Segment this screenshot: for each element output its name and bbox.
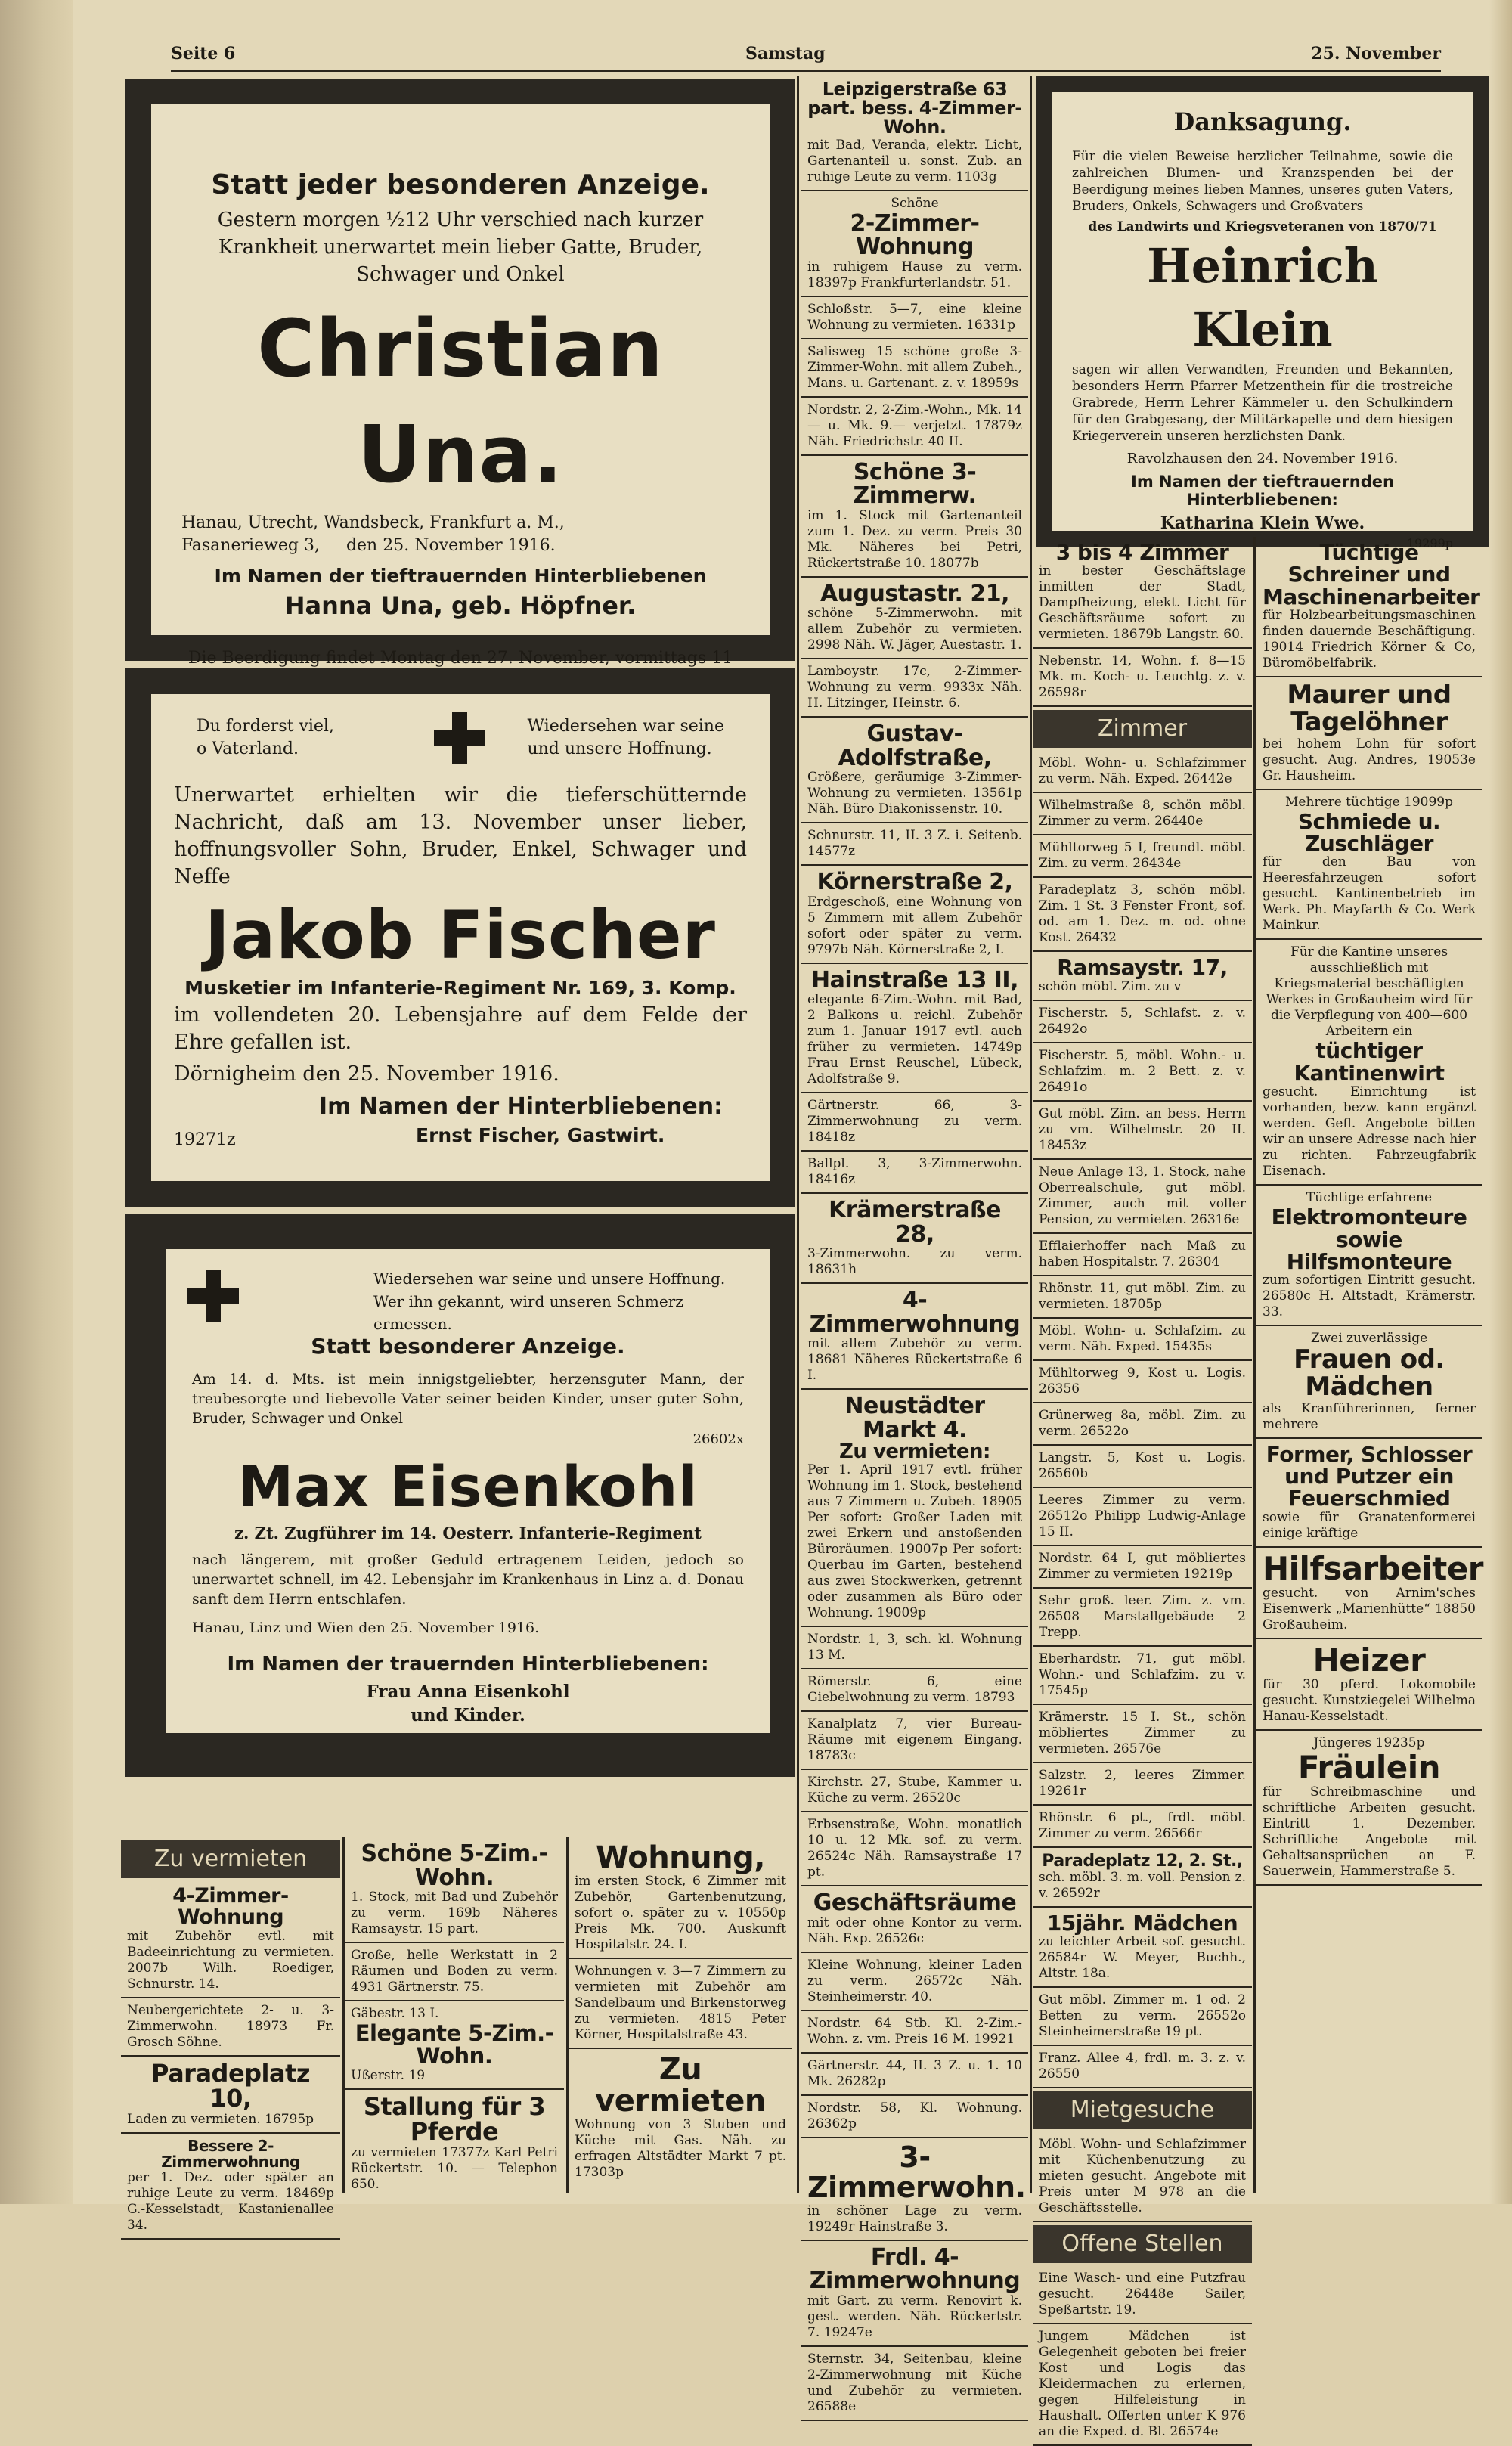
ad-text: Möbl. Wohn- u. Schlafzimmer zu verm. Näh. Exped. 26442e [1039, 755, 1246, 787]
ad-text: gesucht. Einrichtung ist vorhanden, bezw. kann ergänzt werden. Gefl. Angebote bitten wir an unsere Adresse nach hier zu richten. Fahrzeugfabrik Eisenach. [1263, 1084, 1476, 1180]
ad [1033, 1988, 1252, 2046]
section-header: Zimmer [1033, 710, 1252, 748]
ad-text: mit Bad, Veranda, elektr. Licht, Gartenanteil u. sonst. Zub. an ruhige Leute zu verm. 1103g [807, 137, 1022, 184]
ad-text: Wilhelmstraße 8, schön möbl. Zimmer zu verm. 26440e [1039, 798, 1246, 829]
ad [801, 1812, 1028, 1886]
ad-headline: Paradeplatz 10, [150, 2058, 311, 2113]
page-number: Seite 6 [171, 44, 236, 64]
ad [1033, 1276, 1252, 1319]
ad-text: Sternstr. 34, Seitenbau, kleine 2-Zimmerwohnung mit Küche und Zubehör zu vermieten. 26588e [807, 2351, 1022, 2414]
ad-headline: Frdl. 4-Zimmerwohnung [809, 2243, 1021, 2295]
ad-text: Kleine Wohnung, kleiner Laden zu verm. 26572c Näh. Steinheimerstr. 40. [807, 1957, 1022, 2004]
ad-headline: Elegante 5-Zim.-Wohn. [355, 2020, 554, 2069]
ad [801, 1390, 1028, 1627]
ad [801, 76, 1028, 191]
places: Hanau, Utrecht, Wandsbeck, Frankfurt a. M., [181, 513, 565, 532]
ad [1033, 1705, 1252, 1763]
ad [1033, 878, 1252, 952]
ad [801, 2138, 1028, 2241]
ad-text: in ruhigem Hause zu verm. 18397p Frankfurterlandstr. 51. [807, 259, 1022, 290]
ad [1256, 790, 1482, 941]
ad-headline: Elektromonteure sowie Hilfsmonteure [1271, 1204, 1467, 1274]
death-notice-una [125, 79, 795, 668]
ad [801, 866, 1028, 964]
ad-text: Fischerstr. 5, möbl. Wohn.- u. Schlafzim. m. 2 Bett. z. v. 26491o [1039, 1047, 1246, 1095]
ad [1033, 649, 1252, 707]
ad-headline: Schmiede u. Zuschläger [1297, 808, 1441, 856]
ad-headline: 4-Zimmer-Wohnung [172, 1884, 289, 1930]
ad [801, 456, 1028, 578]
ad-headline: Zu vermieten [595, 2052, 766, 2119]
ad [801, 398, 1028, 456]
ad-pretext: Schöne [891, 195, 939, 211]
ad-code: 19271z [174, 1130, 236, 1149]
ad [1256, 1439, 1482, 1548]
ad [1033, 1647, 1252, 1705]
ad-text: Größere, geräumige 3-Zimmer-Wohnung zu vermieten. 13561p Näh. Büro Diakonissenstr. 10. [807, 770, 1022, 817]
ad-text: sowie für Granatenformerei einige kräftige [1263, 1509, 1476, 1541]
ad [801, 578, 1028, 660]
deceased-name: Heinrich Klein [1147, 238, 1378, 357]
bottom-col-a [121, 1837, 340, 2233]
place-date: Hanau, Linz und Wien den 25. November 1916. [192, 1620, 540, 1636]
ad-pretext: Mehrere tüchtige 19099p [1284, 794, 1454, 810]
ad-text: Gut möbl. Zimmer m. 1 od. 2 Betten zu verm. 26552o Steinheimerstraße 19 pt. [1039, 1992, 1246, 2040]
ad [1256, 1639, 1482, 1731]
ad [1033, 2266, 1252, 2324]
ad-pretext: Für die Kantine unseres ausschließlich mit Kriegsmaterial beschäftigten Werkes in Großauheim wird für die Verpflegung von 400—600 Arbeitern ein [1266, 944, 1473, 1040]
thanks-notice-klein [1036, 76, 1489, 550]
classified-col-4 [1033, 537, 1252, 2440]
ad-text: Große, helle Werkstatt in 2 Räumen und Boden zu verm. 4931 Gärtnerstr. 75. [351, 1948, 558, 1995]
ad-text: Nordstr. 1, 3, sch. kl. Wohnung 13 M. [807, 1632, 1022, 1663]
ad-text: Gärtnerstr. 44, II. 3 Z. u. 1. 10 Mk. 26282p [807, 2057, 1022, 2089]
ad [345, 2001, 564, 2090]
ad [1256, 1186, 1482, 1326]
ad-text-2: Ußerstr. 19 [351, 2067, 426, 2083]
military-rank: z. Zt. Zugführer im 14. Oesterr. Infanterie-Regiment [234, 1524, 702, 1542]
ad [121, 2134, 340, 2240]
ad-text: Salisweg 15 schöne große 3-Zimmer-Wohn. mit allem Zubeh., Mans. u. Gartenant. z. v. 18959s [807, 343, 1022, 391]
ad [801, 1627, 1028, 1669]
ad [801, 1712, 1028, 1770]
ad [801, 2054, 1028, 2096]
ad-headline: Körnerstraße 2, [816, 869, 1013, 896]
ad [801, 718, 1028, 823]
ad-headline: Bessere 2-Zimmerwohnung [161, 2136, 300, 2171]
ad [1033, 1488, 1252, 1546]
header-rule [171, 70, 1441, 72]
verse-right-1: Wiedersehen war seine [527, 717, 724, 736]
thanks-text-2: sagen wir allen Verwandten, Freunden und Bekannten, besonders Herrn Pfarrer Metzenthein für die trostreiche Grabrede, Herrn Lehrer Kämmeler u. den Schulkindern für den Grabgesang, der Militärkapelle und dem hiesigen Kriegerverein unseren herzlichsten Dank. [1072, 362, 1453, 444]
ad [1033, 1403, 1252, 1446]
ad-text: für Holzbearbeitungsmaschinen finden dauernde Beschäftigung. 19014 Friedrich Körner & Co, Büromöbelfabrik. [1263, 608, 1476, 671]
ad-text: sch. möbl. 3. m. voll. Pension z. v. 26592r [1039, 1869, 1246, 1901]
ad-text: Rhönstr. 11, gut möbl. Zim. zu vermieten. 18705p [1039, 1280, 1246, 1312]
ad-text: mit allem Zubehör zu verm. 18681 Näheres Rückertstraße 6 I. [807, 1336, 1022, 1384]
death-notice-fischer [125, 668, 795, 1207]
ad [1256, 1548, 1482, 1639]
ad [801, 339, 1028, 398]
ad [1033, 793, 1252, 835]
ad [1256, 537, 1482, 677]
ad-text: Nordstr. 64 Stb. Kl. 2-Zim.-Wohn. z. vm. Preis 16 M. 19921 [807, 2015, 1022, 2047]
ad [801, 1770, 1028, 1812]
ad [1033, 1234, 1252, 1276]
notice-text-2: nach längerem, mit großer Geduld ertragenem Leiden, jedoch so unerwartet schnell, im 42. Lebensjahr im Krankenhaus in Linz a. d. Donau sanft dem Herrn entschlafen. [192, 1552, 744, 1607]
ad [801, 823, 1028, 866]
ad-text: Krämerstr. 15 I. St., schön möbliertes Zimmer zu vermieten. 26576e [1039, 1709, 1246, 1756]
ad-text: Franz. Allee 4, frdl. m. 3. z. v. 26550 [1039, 2051, 1246, 2082]
ad-headline: Schöne 5-Zim.-Wohn. [361, 1840, 548, 1891]
notice-lead: Statt besonderer Anzeige. [311, 1334, 625, 1359]
ad-text: 1. Stock, mit Bad und Zubehör zu verm. 169b Näheres Ramsaystr. 15 part. [351, 1890, 558, 1936]
page-edge [1489, 0, 1512, 2204]
military-rank: Musketier im Infanterie-Regiment Nr. 169, 3. Komp. [184, 977, 736, 999]
classified-col-5 [1256, 537, 1482, 2193]
ad [345, 1943, 564, 2001]
ad [345, 1837, 564, 1943]
ad-text: Salzstr. 2, leeres Zimmer. 19261r [1039, 1767, 1246, 1799]
ad-text: für den Bau von Heeresfahrzeugen sofort gesucht. Kantinenbetrieb im Werk. Ph. Mayfarth & Co. Werk Mainkur. [1263, 854, 1476, 934]
ad-text: Paradeplatz 3, schön möbl. Zim. 1 St. 3 Fenster Front, sof. od. am 1. Dez. m. od. ohne Kost. 26432 [1039, 882, 1246, 946]
ad-pretext: Jüngeres 19235p [1313, 1735, 1425, 1751]
ad-text: Kirchstr. 27, Stube, Kammer u. Küche zu verm. 26520c [807, 1775, 1022, 1806]
notice-text-2: im vollendeten 20. Lebensjahre auf dem Felde der Ehre gefallen ist. [174, 1003, 747, 1054]
ad [1033, 2324, 1252, 2446]
ad [569, 1837, 792, 1959]
ad [801, 1093, 1028, 1152]
ad-text: mit Gart. zu verm. Renovirt k. gest. werden. Näh. Rückertstr. 7. 19247e [807, 2293, 1022, 2340]
ad-text: per 1. Dez. oder später an ruhige Leute zu verm. 18469p G.-Kesselstadt, Kastanienallee 34. [127, 2169, 334, 2233]
ad-headline: Neustädter Markt 4. [844, 1393, 985, 1443]
ad [1033, 537, 1252, 649]
ad-headline: 2-Zimmer-Wohnung [850, 209, 980, 261]
ad-text: schön möbl. Zim. zu v [1039, 978, 1182, 994]
ad [801, 659, 1028, 718]
verse-right-2: und unsere Hoffnung. [527, 739, 712, 758]
verse-row [174, 705, 747, 773]
ad [1033, 1546, 1252, 1589]
ad-headline: Augustastr. 21, [820, 580, 1010, 607]
widow-name: Hanna Una, geb. Höpfner. [284, 591, 637, 620]
verse-left-1: Du forderst viel, [197, 717, 334, 736]
ad-text: Langstr. 5, Kost u. Logis. 26560b [1039, 1449, 1246, 1481]
notice-text: Am 14. d. Mts. ist mein innigstgeliebter, herzensguter Mann, der treubesorgte und liebevolle Vater seiner beiden Kinder, unser guter Sohn, Bruder, Schwager und Onkel [192, 1371, 744, 1427]
ad-headline: Geschäftsräume [813, 1890, 1017, 1917]
ad [1033, 1589, 1252, 1647]
ad-code: 26602x [692, 1431, 744, 1447]
ad [1033, 1043, 1252, 1102]
ad [1256, 677, 1482, 789]
ad [1256, 1731, 1482, 1886]
ad-text: als Kranführerinnen, ferner mehrere [1263, 1400, 1476, 1432]
ad-headline: tüchtiger Kantinenwirt [1294, 1038, 1445, 1086]
ad-text: Gut möbl. Zim. an bess. Herrn zu vm. Wilhelmstr. 20 II. 18453z [1039, 1105, 1246, 1153]
ad [1033, 952, 1252, 1000]
ad [801, 297, 1028, 339]
ad [801, 1953, 1028, 2011]
ad-text: gesucht. von Arnim'sches Eisenwerk „Marienhütte“ 18850 Großauheim. [1263, 1585, 1476, 1632]
ad-text: Jungem Mädchen ist Gelegenheit geboten bei freier Kost und Logis das Kleidermachen zu erlernen, gegen Hilfeleistung in Haushalt. Offerten unter K 976 an die Exped. d. Bl. 26574e [1039, 2329, 1246, 2440]
ad [801, 2096, 1028, 2138]
bottom-col-c [569, 1837, 792, 2193]
ad-pretext: Tüchtige erfahrene [1306, 1190, 1433, 1206]
ad-text: zu vermieten 17377z Karl Petri Rückertstr. 10. — Telephon 650. [351, 2145, 558, 2193]
ad-text: mit oder ohne Kontor zu verm. Näh. Exp. 26526c [807, 1914, 1022, 1946]
fallen-name: Jakob Fischer [205, 896, 716, 974]
notice-text: Unerwartet erhielten wir die tieferschütternde Nachricht, daß am 13. November unser lieber, hoffnungsvoller Sohn, Bruder, Enkel, Schwager und Neffe [174, 783, 747, 888]
bottom-col-b [345, 1837, 564, 2193]
ad-text: Gärtnerstr. 66, 3-Zimmerwohnung zu verm. 18418z [807, 1098, 1022, 1145]
ad-text: Erdgeschoß, eine Wohnung von 5 Zimmern mit allem Zubehör sofort oder später zu verm. 9797b Näh. Körnerstraße 2, I. [807, 894, 1022, 957]
ad-text: Nordstr. 2, 2-Zim.-Wohn., Mk. 14 — u. Mk. 9.— verjetzt. 17879z Näh. Friedrichstr. 40 II. [807, 401, 1022, 449]
ad [1033, 1319, 1252, 1361]
ad-text: Nordstr. 64 I, gut möbliertes Zimmer zu vermieten 19219p [1039, 1550, 1246, 1582]
signer-row [174, 1124, 747, 1155]
place-date: Ravolzhausen den 24. November 1916. [1126, 451, 1399, 467]
ad [1033, 2132, 1252, 2222]
ad-text: Wohnung von 3 Stuben und Küche mit Gas. Näh. zu erfragen Altstädter Markt 7 pt. 17303p [575, 2117, 786, 2180]
on-behalf: Im Namen der Hinterbliebenen: [318, 1093, 723, 1120]
ad [1033, 1446, 1252, 1488]
funeral-info: Die Beerdigung findet Montag den 27. November, vormittags 11 [187, 649, 733, 668]
verse-1: Wiedersehen war seine und unsere Hoffnung. [373, 1270, 726, 1288]
on-behalf: Im Namen der tieftrauernden Hinterbliebenen: [1131, 473, 1394, 509]
ad [345, 2090, 564, 2197]
ad-text: Mühltorweg 9, Kost u. Logis. 26356 [1039, 1365, 1246, 1397]
ad-text: bei hohem Lohn für sofort gesucht. Aug. Andres, 19053e Gr. Hausheim. [1263, 736, 1476, 783]
ad-text: Eberhardstr. 71, gut möbl. Wohn.- und Schlafzim. zu v. 17545p [1039, 1651, 1246, 1698]
ad [801, 2241, 1028, 2347]
ad [121, 2057, 340, 2134]
ad-text: in bester Geschäftslage inmitten der Stadt, Dampfheizung, elekt. Licht für Geschäftsräume sofort zu vermieten. 18679b Langstr. 60. [1039, 563, 1246, 643]
signer-1: Frau Anna Eisenkohl [366, 1682, 570, 1702]
ad-text: Eine Wasch- und eine Putzfrau gesucht. 26448e Sailer, Speßartstr. 19. [1039, 2271, 1246, 2318]
death-notice-eisenkohl [125, 1214, 795, 1777]
ad-text: 3-Zimmerwohn. zu verm. 18631h [807, 1246, 1022, 1278]
ad-text: Wohnungen v. 3—7 Zimmern zu vermieten mit Zubehör am Sandelbaum und Birkenstorweg zu vermieten. 4815 Peter Körner, Hospitalstraße 43. [575, 1964, 786, 2042]
ad-text: Leeres Zimmer zu verm. 26512o Philipp Ludwig-Anlage 15 II. [1039, 1492, 1246, 1539]
ad-headline: Gustav-Adolfstraße, [838, 721, 992, 771]
address: Fasanerieweg 3, [181, 536, 320, 555]
ad-headline: Former, Schlosser und Putzer ein Feuerschmied [1266, 1441, 1473, 1511]
ad [1033, 2046, 1252, 2088]
ad-text: Kanalplatz 7, vier Bureau-Räume mit eigenem Eingang. 18783c [807, 1716, 1022, 1764]
signer: Ernst Fischer, Gastwirt. [416, 1124, 665, 1146]
ad-text: Nordstr. 58, Kl. Wohnung. 26362p [807, 2100, 1022, 2131]
ad-headline: Wohnung, [596, 1840, 765, 1875]
ad-headline: Maurer und Tagelöhner [1287, 680, 1452, 737]
verse-left [197, 715, 334, 761]
ad [1033, 1001, 1252, 1043]
ad-text: in schöner Lage zu verm. 19249r Hainstraße 3. [807, 2203, 1022, 2234]
ad-headline: Leipzigerstraße 63 part. bess. 4-Zimmer-Wohn. [807, 79, 1022, 138]
ad [1033, 1806, 1252, 1848]
ad-text: Nebenstr. 14, Wohn. f. 8—15 Mk. m. Koch- u. Leuchtg. z. v. 26598r [1039, 653, 1246, 701]
signer: Katharina Klein Wwe. [1160, 513, 1365, 533]
ad-text: elegante 6-Zim.-Wohn. mit Bad, 2 Balkons u. reichl. Zubehör zum 1. Januar 1917 evtl. auch früher zu vermieten. 14749p Frau Ernst Reuschel, Lübeck, Adolfstraße 9. [807, 992, 1022, 1087]
section-header: Mietgesuche [1033, 2091, 1252, 2129]
ad-pretext: Zwei zuverlässige [1310, 1331, 1428, 1347]
signer-2: und Kinder. [411, 1705, 525, 1725]
weekday: Samstag [745, 44, 826, 64]
ad-headline: Krämerstraße 28, [829, 1197, 1001, 1248]
ad-headline: Paradeplatz 12, 2. St., [1042, 1851, 1243, 1871]
ad-text: zum sofortigen Eintritt gesucht. 26580c H. Altstadt, Krämerstr. 33. [1263, 1273, 1476, 1320]
ad-headline: Schöne 3-Zimmerw. [853, 458, 977, 510]
ad [1033, 1848, 1252, 1908]
ad-headline: 4-Zimmerwohnung [809, 1287, 1021, 1338]
deceased-name: Max Eisenkohl [237, 1455, 699, 1520]
ad [121, 1998, 340, 2057]
ad [801, 1152, 1028, 1194]
ad [1256, 940, 1482, 1186]
iron-cross-icon [431, 709, 488, 767]
ad-text: Lamboystr. 17c, 2-Zimmer-Wohnung zu verm. 9933x Näh. H. Litzinger, Heinstr. 6. [807, 664, 1022, 711]
ad [801, 1886, 1028, 1953]
classified-col-3 [801, 76, 1028, 2414]
ad-text: Rhönstr. 6 pt., frdl. möbl. Zimmer zu verm. 26566r [1039, 1809, 1246, 1841]
ad-headline: Hilfsarbeiter [1263, 1549, 1483, 1587]
verse-left-2: o Vaterland. [197, 739, 299, 758]
ad-text: zu leichter Arbeit sof. gesucht. 26584r W. Meyer, Buchh., Altstr. 18a. [1039, 1934, 1246, 1982]
ad-text: Sehr groß. leer. Zim. z. vm. 26508 Marstallgebäude 2 Trepp. [1039, 1592, 1246, 1640]
notice-date: den 25. November 1916. [345, 536, 556, 555]
ad-text: Möbl. Wohn- u. Schlafzim. zu verm. Näh. Exped. 15435s [1039, 1322, 1246, 1354]
ad-text: Römerstr. 6, eine Giebelwohnung zu verm. 18793 [807, 1674, 1022, 1706]
ad-headline: 3 bis 4 Zimmer [1055, 540, 1229, 565]
address-date [181, 535, 739, 557]
thanks-sub: des Landwirts und Kriegsveteranen von 1870/71 [1088, 219, 1437, 234]
ad-text: Ballpl. 3, 3-Zimmerwohn. 18416z [807, 1156, 1022, 1188]
ad-text: Neue Anlage 13, 1. Stock, nahe Oberrealschule, gut möbl. Zimmer, auch mit voller Pension, zu vermieten. 26316e [1039, 1164, 1246, 1227]
ad-text: Schnurstr. 11, II. 3 Z. i. Seitenb. 14577z [807, 828, 1022, 860]
verse [373, 1267, 744, 1335]
ad [801, 2011, 1028, 2054]
ad-code: 19299p [1406, 536, 1453, 550]
ad-text: Mühltorweg 5 I, freundl. möbl. Zim. zu verm. 26434e [1039, 840, 1246, 872]
ad [801, 1669, 1028, 1712]
ad [1033, 835, 1252, 878]
place-date: Dörnigheim den 25. November 1916. [174, 1062, 559, 1086]
ad-text: schöne 5-Zimmerwohn. mit allem Zubehör zu vermieten. 2998 Näh. W. Jäger, Auestastr. 1. [807, 606, 1022, 653]
ad-headline: Stallung für 3 Pferde [363, 2091, 546, 2147]
ad-text: für 30 pferd. Lokomobile gesucht. Kunstziegelei Wilhelma Hanau-Kesselstadt. [1263, 1677, 1476, 1725]
running-head [171, 44, 1441, 67]
ad [569, 2049, 792, 2185]
ad-text: für Schreibmaschine und schriftliche Arbeiten gesucht. Eintritt 1. Dezember. Schriftliche Angebote mit Gehaltsansprüchen an F. Sauerwein, Hammerstraße 5. [1263, 1784, 1476, 1880]
ad [1033, 1763, 1252, 1806]
ad [1033, 1908, 1252, 1988]
thanks-title: Danksagung. [1173, 107, 1352, 136]
ad-text: Erbsenstraße, Wohn. monatlich 10 u. 12 Mk. sof. zu verm. 26524c Näh. Ramsaystraße 17 pt. [807, 1817, 1022, 1880]
ad-text: Schloßstr. 5—7, eine kleine Wohnung zu vermieten. 16331p [807, 301, 1022, 333]
deceased-name: Christian Una. [257, 302, 664, 501]
ad-text: Grünerweg 8a, möbl. Zim. zu verm. 26522o [1039, 1407, 1246, 1439]
thanks-text: Für die vielen Beweise herzlicher Teilnahme, sowie die zahlreichen Blumen- und Kranzspenden bei der Beerdigung meines lieben Mannes, unseres guten Vaters, Bruders, Onkels, Schwagers und Großvaters [1072, 149, 1453, 214]
ad-text: mit Zubehör evtl. mit Badeeinrichtung zu vermieten. 2007b Wilh. Roediger, Schnurstr. 14. [127, 1928, 334, 1992]
ad-headline: Fräulein [1297, 1749, 1441, 1787]
ad [801, 191, 1028, 297]
ad-headline: 15jähr. Mädchen [1046, 1910, 1238, 1936]
verse-2: Wer ihn gekannt, wird unseren Schmerz ermessen. [373, 1292, 683, 1333]
ad [801, 1284, 1028, 1390]
ad-headline: Tüchtige Schreiner und Maschinenarbeiter [1263, 540, 1480, 609]
ad-text: im 1. Stock mit Gartenanteil zum 1. Dez. zu verm. Preis 30 Mk. Näheres bei Petri, Rückertstraße 10. 18077b [807, 507, 1022, 571]
verse-row [192, 1260, 744, 1333]
ad [1033, 1102, 1252, 1160]
ad-headline: Frauen od. Mädchen [1294, 1344, 1445, 1402]
ad [121, 1881, 340, 1998]
ad-headline: Hainstraße 13 II, [810, 966, 1018, 994]
section-header: Zu vermieten [121, 1840, 340, 1878]
ad [1033, 1160, 1252, 1234]
ad-text: Neubergerichtete 2- u. 3-Zimmerwohn. 18973 Fr. Grosch Söhne. [127, 2002, 334, 2050]
ad-headline: 3-Zimmerwohn. [807, 2140, 1026, 2204]
ad [801, 1194, 1028, 1284]
column-rule [1030, 76, 1032, 2193]
ad-text: Gäbestr. 13 I. [351, 2006, 439, 2021]
on-behalf: Im Namen der tieftrauernden Hinterbliebenen [214, 565, 707, 587]
verse-right [527, 715, 724, 761]
ad-headline: Ramsaystr. 17, [1057, 955, 1228, 981]
ad [1033, 1361, 1252, 1403]
ad-text: Fischerstr. 5, Schlafst. z. v. 26492o [1039, 1005, 1246, 1037]
ad [569, 1959, 792, 2049]
ad-subheadline: Zu vermieten: [839, 1440, 990, 1464]
ad-text: Per 1. April 1917 evtl. früher Wohnung im 1. Stock, bestehend aus 7 Zimmern u. Zubeh. 18905 Per sofort: Großer Laden mit zwei Erkern und anstoßenden Büroräumen. 19007p Per sofort: Querbau im Garten, bestehend aus zwei Stockwerken, getrennt oder zusammen als Büro oder Wohnung. 19009p [807, 1462, 1022, 1621]
on-behalf: Im Namen der trauernden Hinterbliebenen: [227, 1653, 709, 1676]
column-rule [1253, 537, 1256, 2193]
ad-text: Efflaierhoffer nach Maß zu haben Hospitalstr. 7. 26304 [1039, 1238, 1246, 1270]
section-header: Offene Stellen [1033, 2225, 1252, 2263]
notice-text: Gestern morgen ½12 Uhr verschied nach kurzer Krankheit unerwartet mein lieber Gatte, Bruder, Schwager und Onkel [217, 209, 704, 286]
ad-text: Möbl. Wohn- und Schlafzimmer mit Küchenbenutzung zu mieten gesucht. Angebote mit Preis unter M 978 an die Geschäftsstelle. [1039, 2137, 1246, 2216]
binding-gutter [0, 0, 73, 2204]
column-rule [797, 76, 799, 2193]
date: 25. November [1311, 44, 1441, 64]
ad-text: Laden zu vermieten. 16795p [127, 2111, 314, 2127]
ad-text: im ersten Stock, 6 Zimmer mit Zubehör, Gartenbenutzung, sofort o. später zu v. 10550p Preis Mk. 700. Auskunft Hospitalstr. 24. I. [575, 1874, 786, 1952]
ad [1033, 751, 1252, 793]
iron-cross-icon [184, 1267, 242, 1325]
ad [1256, 1326, 1482, 1438]
ad-headline: Heizer [1312, 1641, 1426, 1679]
notice-lead: Statt jeder besonderen Anzeige. [211, 169, 710, 200]
ad [801, 2347, 1028, 2421]
ad [801, 964, 1028, 1094]
